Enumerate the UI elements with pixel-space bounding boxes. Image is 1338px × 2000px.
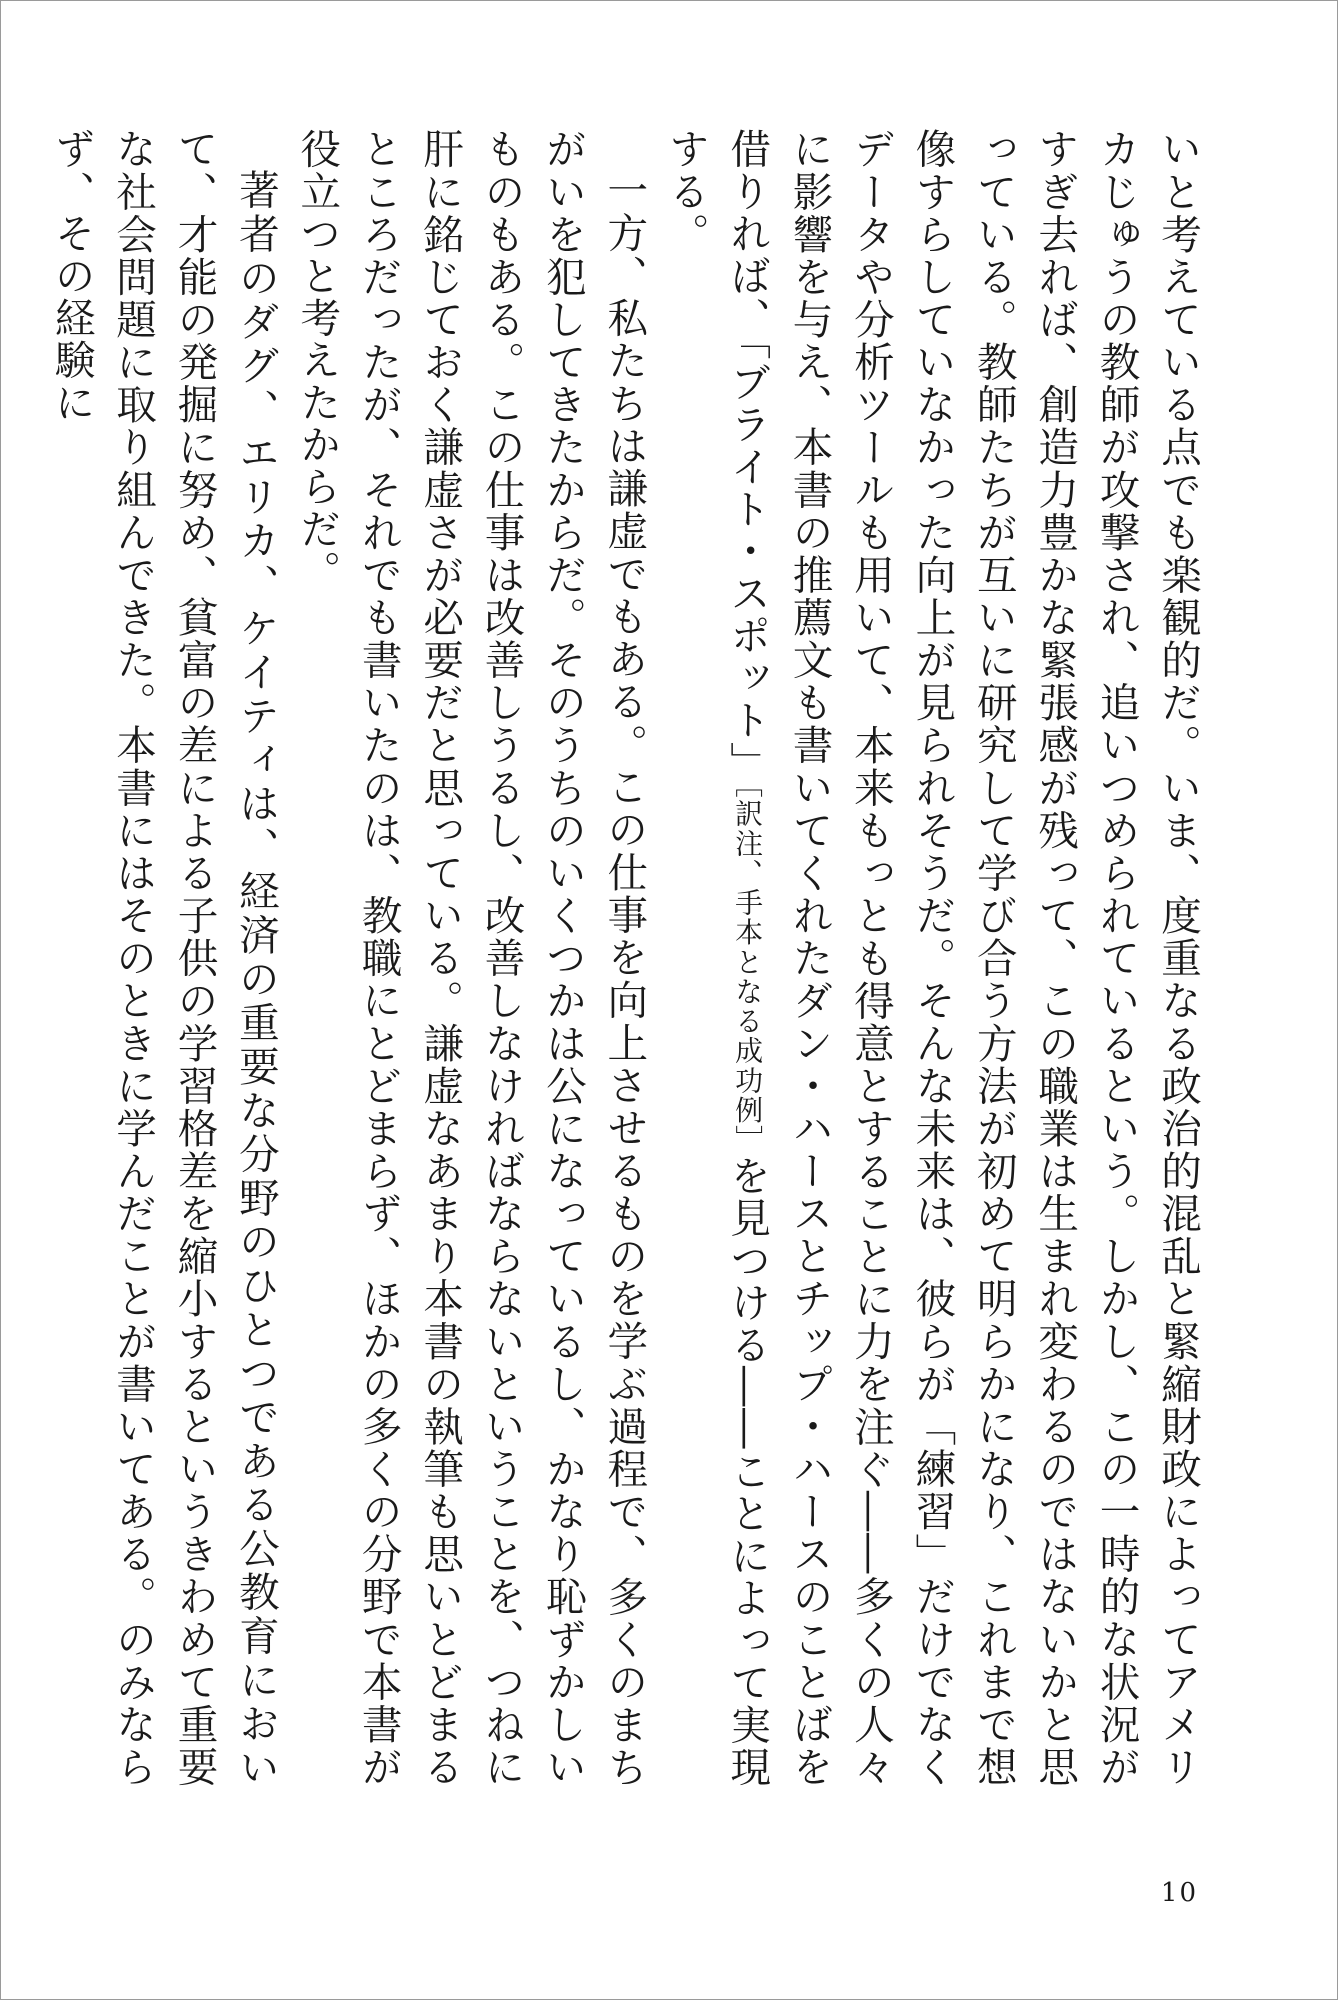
body-text	[47, 128, 1208, 1788]
text-run: 著者のダグ、エリカ、ケイティは、経済の重要な分野のひとつである公教育において、才能の発掘に努め、貧富の差による子供の学習格差を縮小するというきわめて重要な社会問題に取り組んできた。本書にはそのときに学んだことが書いてある。のみならず、その経験に	[47, 128, 280, 1788]
page-number: 10	[1160, 1878, 1198, 1908]
paragraph-1	[654, 128, 1208, 1788]
text-run: を見つける――ことによって実現する。	[661, 128, 772, 1788]
translator-note: ［訳注、手本となる成功例］	[731, 783, 765, 1155]
paragraph-2	[286, 128, 654, 1788]
text-run: 一方、私たちは謙虚でもある。この仕事を向上させるものを学ぶ過程で、多くのまちがいを犯してきたからだ。そのうちのいくつかは公になっているし、かなり恥ずかしいものもある。この仕事は改善しうるし、改善しなければならないということを、つねに肝に銘じておく謙虚さが必要だと思っている。謙虚なあまり本書の執筆も思いとどまるところだったが、それでも書いたのは、教職にとどまらず、ほかの多くの分野で本書が役立つと考えたからだ。	[293, 128, 649, 1788]
text-run: いと考えている点でも楽観的だ。いま、度重なる政治的混乱と緊縮財政によってアメリカじゅうの教師が攻撃され、追いつめられているという。しかし、この一時的な状況がすぎ去れば、創造力豊かな緊張感が残って、この職業は生まれ変わるのではないかと思っている。教師たちが互いに研究して学び合う方法が初めて明らかになり、これまで想像すらしていなかった向上が見られそうだ。そんな未来は、彼らが「練習」だけでなくデータや分析ツールも用いて、本来もっとも得意とすることに力を注ぐ――多くの人々に影響を与え、本書の推薦文も書いてくれたダン・ハースとチップ・ハースのことばを借りれば、「ブライト・スポット」	[723, 128, 1202, 1788]
paragraph-3	[40, 128, 286, 1788]
